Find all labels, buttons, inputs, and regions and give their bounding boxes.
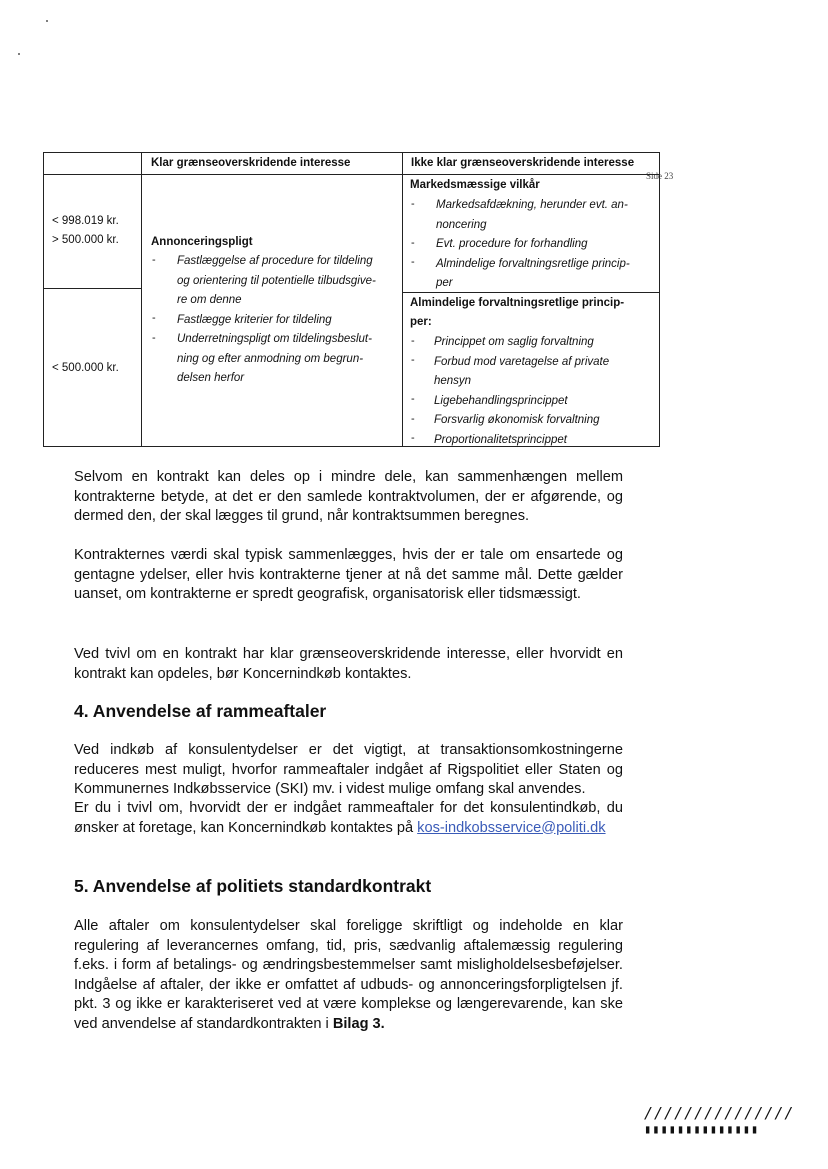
paragraph-framework-contact xyxy=(74,799,623,838)
dash-bullet: - xyxy=(152,254,156,266)
right-top-item-3-line-2: per xyxy=(436,276,453,289)
mid-item-1-line-2: og orientering til potentielle tilbudsgive- xyxy=(177,274,376,287)
paragraph-contract-division: Selvom en kontrakt kan deles op i mindre dele, kan sammenhængen mellem kontrakterne betyde, at det er den samlede kontraktvolumen, der er afgørende, og dermed den, der skal lægges til grund, når kontraktsummen beregnes. xyxy=(74,469,623,524)
section-heading-5: 5. Anvendelse af politiets standardkontrakt xyxy=(74,876,432,896)
dash-bullet: - xyxy=(411,335,415,347)
table-divider xyxy=(44,174,659,175)
right-bottom-item-5: Proportionalitetsprincippet xyxy=(434,433,567,446)
dash-bullet: - xyxy=(411,413,415,425)
row-label-upper-a: < 998.019 kr. xyxy=(52,215,119,227)
dash-bullet: - xyxy=(152,312,156,324)
scan-speck xyxy=(18,53,20,55)
dash-bullet: - xyxy=(411,198,415,210)
dash-bullet: - xyxy=(411,256,415,268)
col-header-not-clear: Ikke klar grænseoverskridende interesse xyxy=(411,157,635,169)
standard-contract-text: Alle aftaler om konsulentydelser skal foreligge skriftligt og indeholde en klar regulering af leverancernes omfang, tid, pris, sædvanlig aftalemæssig regulering f.eks. i form af betalings- og ændringsbestemmelser samt misligholdelsesbeføjelser. Indgåelse af aftaler, der ikke er omfattet af udbuds- og annonceringsforpligtelsen jf. pkt. 3 og ikke er karakteriseret ved at være komplekse og længerevarende, kan ske ved anvendelse af standardkontrakten i xyxy=(74,918,623,1032)
right-top-item-3-line-1: Almindelige forvaltningsretlige princip- xyxy=(436,257,630,270)
scan-stamp-blocks: ▮▮▮▮▮▮▮▮▮▮▮▮▮▮ xyxy=(644,1122,760,1136)
right-top-item-1-line-2: noncering xyxy=(436,218,487,231)
section-heading-4: 4. Anvendelse af rammeaftaler xyxy=(74,701,327,721)
framework-contact-text: Er du i tvivl om, hvorvidt der er indgået rammeaftaler for det konsulentindkøb, du ønsker at foretage, kan Koncernindkøb kontaktes på xyxy=(74,800,623,836)
appendix-reference: Bilag 3. xyxy=(332,1015,385,1032)
table-divider xyxy=(402,153,403,446)
right-bottom-item-3: Ligebehandlingsprincippet xyxy=(434,394,568,407)
mid-item-3-line-3: delsen herfor xyxy=(177,372,245,384)
right-bottom-title-b: per: xyxy=(410,316,432,328)
right-top-title: Markedsmæssige vilkår xyxy=(410,179,540,191)
dash-bullet: - xyxy=(411,237,415,249)
dash-bullet: - xyxy=(411,432,415,444)
paragraph-framework-agreements: Ved indkøb af konsulentydelser er det vigtigt, at transaktionsomkostningerne reduceres mest muligt, hvorfor rammeaftaler indgået af Rigspolitiet eller Staten og Kommunernes Indkøbsservice (SKI) mv. i videst mulige omfang skal anvendes. xyxy=(74,742,623,797)
right-bottom-item-2-line-2: hensyn xyxy=(434,375,472,387)
dash-bullet: - xyxy=(411,393,415,405)
right-top-item-1-line-1: Markedsafdækning, herunder evt. an- xyxy=(436,199,628,211)
mid-item-1-line-1: Fastlæggelse af procedure for tildeling xyxy=(177,255,373,267)
table-divider xyxy=(44,288,141,289)
right-bottom-item-1: Princippet om saglig forvaltning xyxy=(434,336,594,348)
dash-bullet: - xyxy=(411,354,415,366)
right-top-item-2: Evt. procedure for forhandling xyxy=(436,238,588,250)
paragraph-doubt-contact: Ved tvivl om en kontrakt har klar grænseoverskridende interesse, eller hvorvidt en kontrakt kan opdeles, bør Koncernindkøb kontaktes. xyxy=(74,646,623,682)
table-divider xyxy=(141,153,142,446)
mid-item-3-line-1: Underretningspligt om tildelingsbeslut- xyxy=(177,333,372,345)
dash-bullet: - xyxy=(152,332,156,344)
mid-item-3-line-2: ning og efter anmodning om begrun- xyxy=(177,352,364,365)
email-link[interactable]: kos-indkobsservice@politi.dk xyxy=(417,819,606,836)
row-label-upper-b: > 500.000 kr. xyxy=(52,234,119,246)
right-bottom-item-2-line-1: Forbud mod varetagelse af private xyxy=(434,355,610,368)
right-bottom-item-4: Forsvarlig økonomisk forvaltning xyxy=(434,414,600,426)
paragraph-standard-contract xyxy=(74,917,623,1034)
page-number: Side 23 xyxy=(646,171,674,181)
mid-item-2: Fastlægge kriterier for tildeling xyxy=(177,313,332,326)
right-bottom-title-a: Almindelige forvaltningsretlige princip- xyxy=(410,297,625,309)
mid-item-1-line-3: re om denne xyxy=(177,294,242,306)
threshold-table xyxy=(43,152,660,447)
row-label-lower: < 500.000 kr. xyxy=(52,362,119,374)
col-header-clear: Klar grænseoverskridende interesse xyxy=(151,157,351,169)
paragraph-contract-value: Kontrakternes værdi skal typisk sammenlægges, hvis der er tale om ensartede og gentagne ydelser, eller hvis kontrakterne tjener at nå det samme mål. Dette gælder uanset, om kontrakterne er spredt geografisk, organisatorisk eller tidsmæssigt. xyxy=(74,547,623,602)
mid-title: Annonceringspligt xyxy=(151,236,253,248)
scan-stamp-lines: /////////////// xyxy=(644,1104,795,1122)
scan-speck xyxy=(46,20,48,22)
